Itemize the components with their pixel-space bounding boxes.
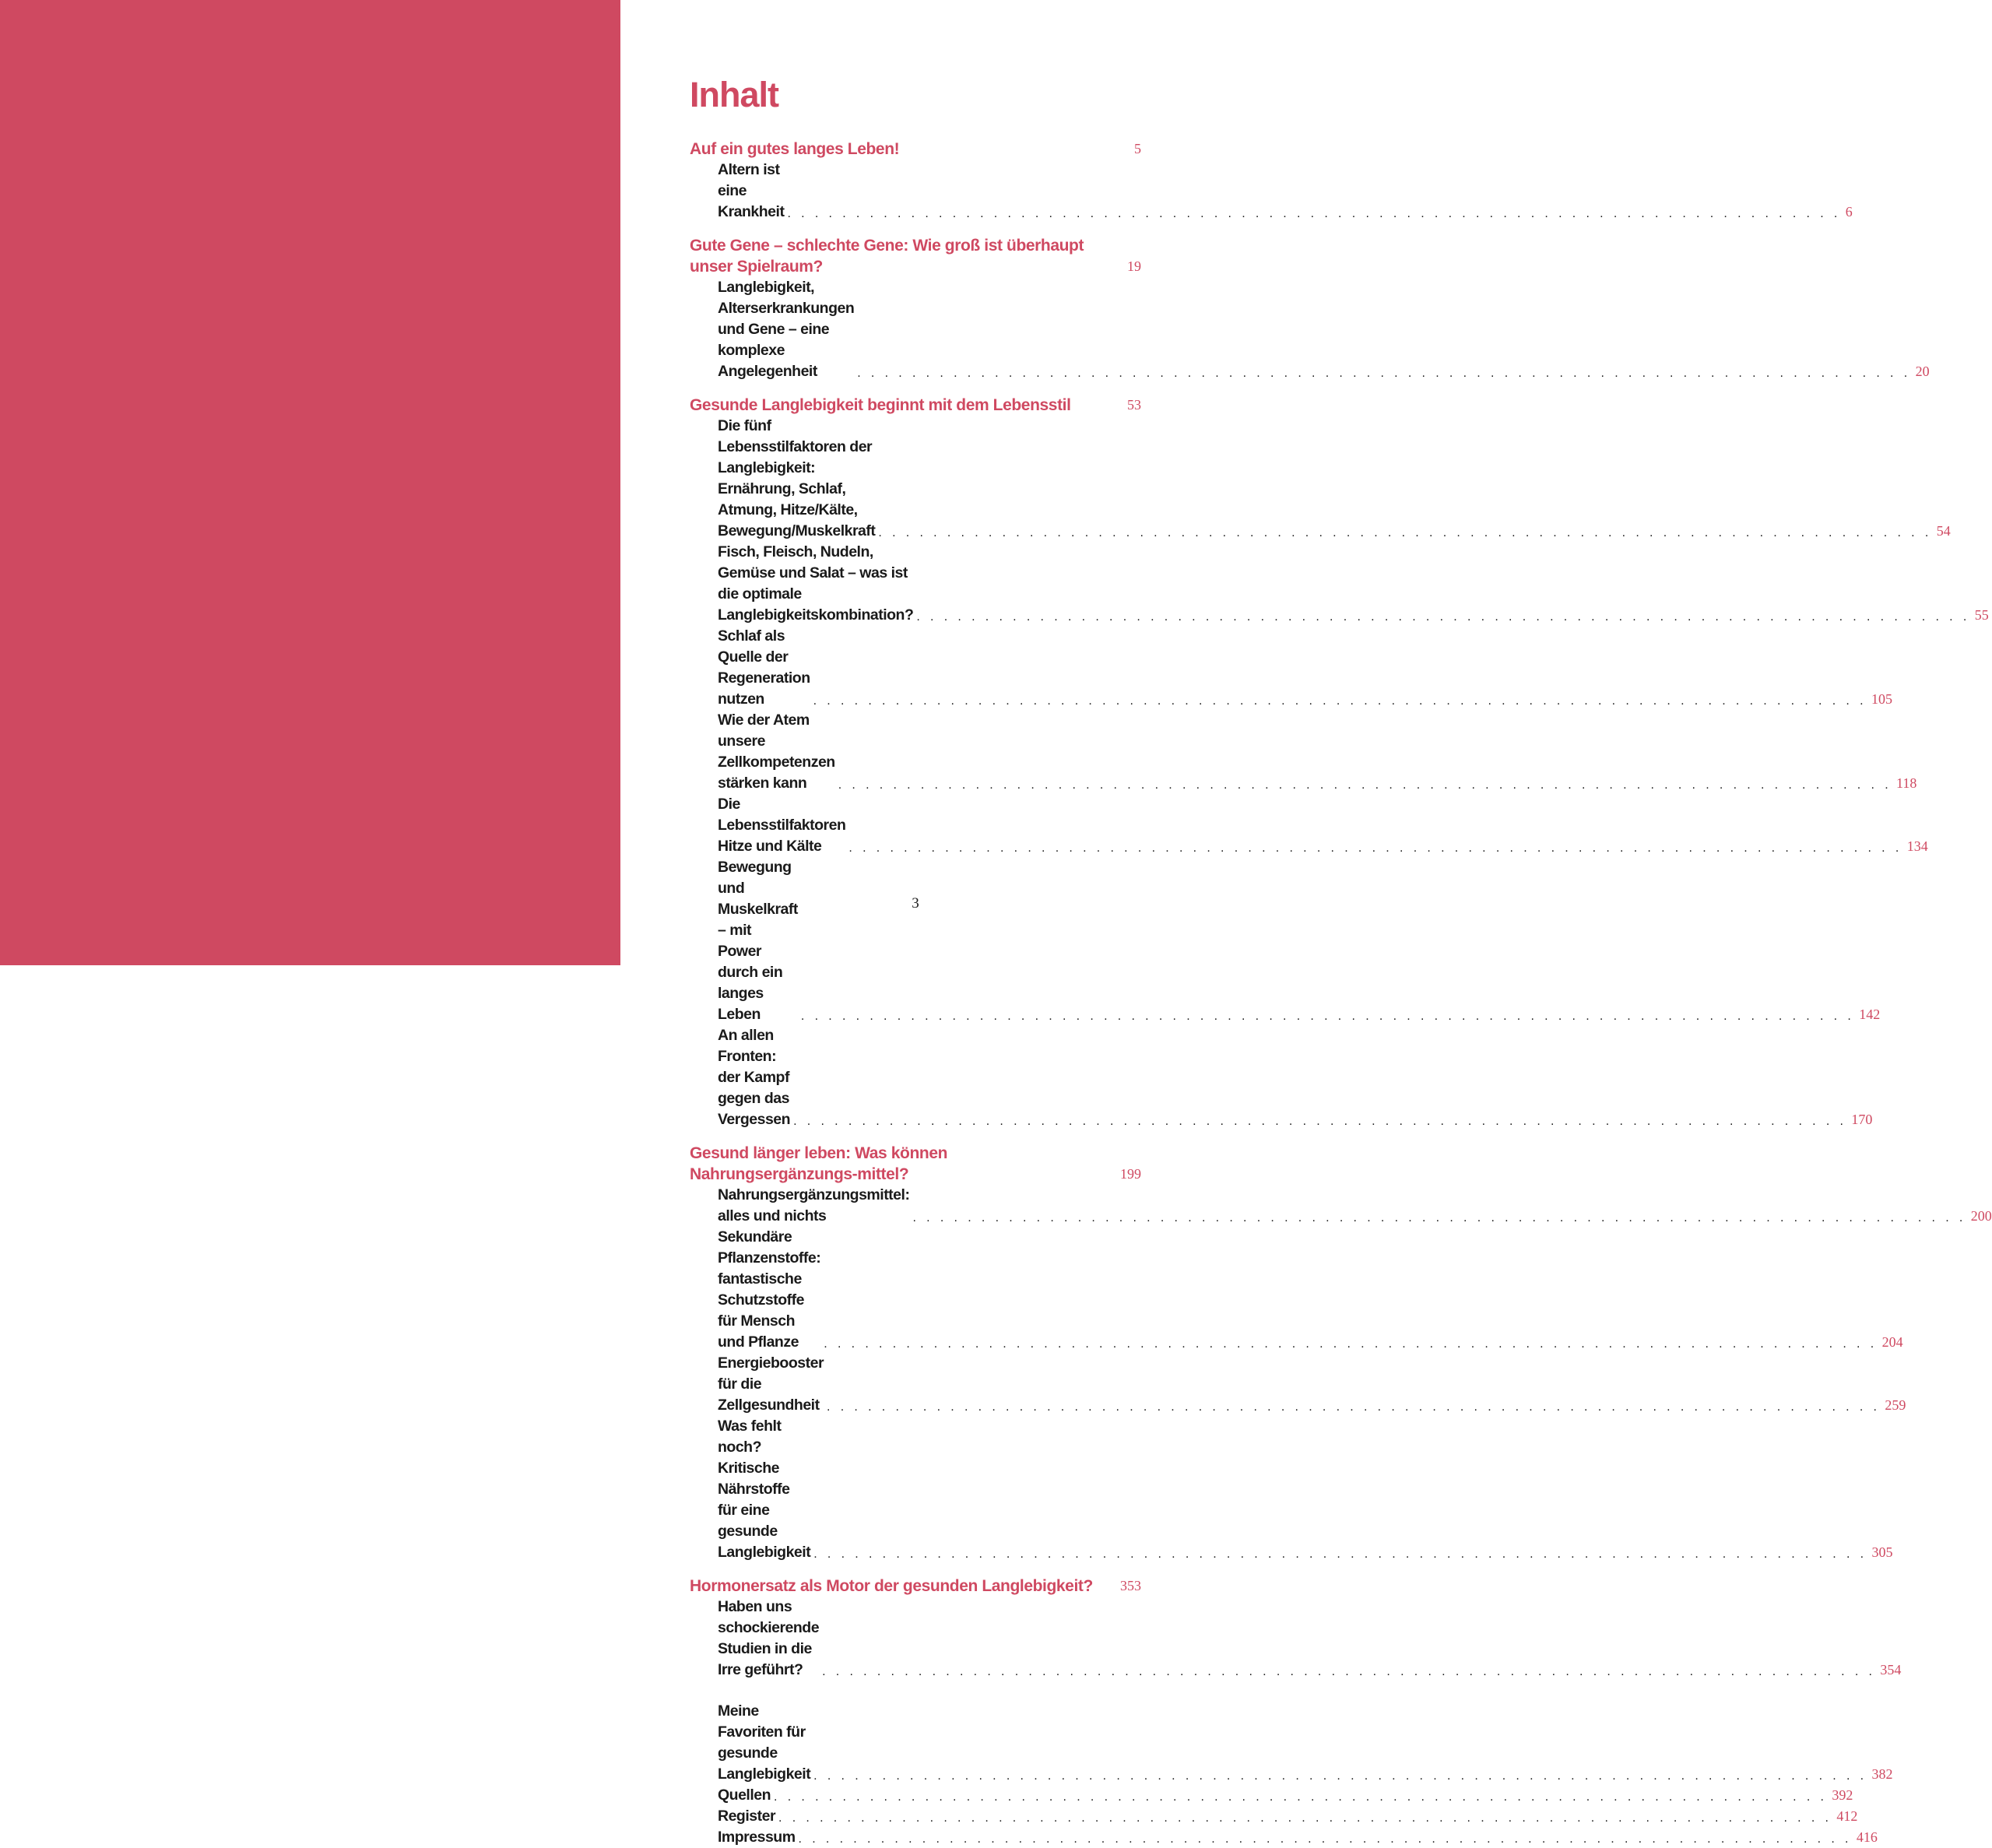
dot-leader: . . . . . . . . . . . . . . . . . . . . . . . . . . . . . . . . . . . . . . . . . . . . . . . . . . . . . . . . . . . . . . . . . . . . . . . . . . . . . — [774, 1790, 1828, 1804]
entry-page-number: 134 — [1906, 838, 1928, 854]
appendix-entry[interactable] — [718, 1701, 1893, 1785]
page-number: 3 — [912, 895, 919, 912]
toc-entry[interactable] — [718, 160, 1853, 223]
toc-entry[interactable] — [718, 277, 1930, 382]
entry-page-number: 412 — [1836, 1808, 1858, 1824]
entry-page-number: 142 — [1859, 1007, 1881, 1022]
dot-leader: . . . . . . . . . . . . . . . . . . . . . . . . . . . . . . . . . . . . . . . . . . . . . . . . . . . . . . . . . . . . . . . . . . . . . . . . . . . . . — [813, 694, 1867, 708]
toc-appendix — [690, 1701, 1893, 1848]
entry-title: Wie der Atem unsere Zellkompetenzen stärken kann — [718, 711, 835, 792]
toc-entry[interactable] — [718, 857, 1881, 1025]
entry-title: Die fünf Lebensstilfaktoren der Langlebigkeit: Ernährung, Schlaf, Atmung, Hitze/Kälte, Bewegung/Muskelkraft — [718, 417, 876, 539]
appendix-entry[interactable] — [718, 1806, 1858, 1827]
chapter-page-number: 199 — [1120, 1166, 1141, 1182]
entry-title: Schlaf als Quelle der Regeneration nutzen — [718, 627, 810, 708]
toc-entry[interactable] — [718, 1185, 1992, 1227]
entry-title: Energiebooster für die Zellgesundheit — [718, 1354, 824, 1414]
entry-page-number: 382 — [1871, 1766, 1893, 1782]
chapter-title: Hormonersatz als Motor der gesunden Langlebigkeit? — [690, 1577, 1093, 1595]
dot-leader: . . . . . . . . . . . . . . . . . . . . . . . . . . . . . . . . . . . . . . . . . . . . . . . . . . . . . . . . . . . . . . . . . . . . . . . . . . . . . — [827, 1400, 1881, 1414]
entry-page-number: 200 — [1970, 1208, 1992, 1224]
chapter-page-number: 19 — [1127, 258, 1141, 274]
dot-leader: . . . . . . . . . . . . . . . . . . . . . . . . . . . . . . . . . . . . . . . . . . . . . . . . . . . . . . . . . . . . . . . . . . . . . . . . . . . . . — [778, 1811, 1832, 1825]
dot-leader: . . . . . . . . . . . . . . . . . . . . . . . . . . . . . . . . . . . . . . . . . . . . . . . . . . . . . . . . . . . . . . . . . . . . . . . . . . . . . — [916, 610, 1970, 624]
dot-leader: . . . . . . . . . . . . . . . . . . . . . . . . . . . . . . . . . . . . . . . . . . . . . . . . . . . . . . . . . . . . . . . . . . . . . . . . . . . . . — [800, 1010, 1855, 1023]
toc-chapter — [690, 139, 1853, 223]
chapter-page-number: 5 — [1134, 141, 1141, 156]
chapter-title: Gesunde Langlebigkeit beginnt mit dem Lebensstil — [690, 396, 1071, 414]
toc-entry[interactable] — [718, 1597, 1902, 1681]
dot-leader: . . . . . . . . . . . . . . . . . . . . . . . . . . . . . . . . . . . . . . . . . . . . . . . . . . . . . . . . . . . . . . . . . . . . . . . . . . . . . — [787, 207, 1841, 220]
chapter-title: Gesund länger leben: Was können Nahrungsergänzungs-mittel? — [690, 1144, 948, 1183]
entry-title: Was fehlt noch? Kritische Nährstoffe für eine gesunde Langlebigkeit — [718, 1418, 811, 1561]
entry-page-number: 354 — [1880, 1662, 1902, 1678]
entry-title: Impressum — [718, 1829, 796, 1846]
entry-page-number: 105 — [1871, 691, 1892, 707]
entry-title: Die Lebensstilfaktoren Hitze und Kälte — [718, 796, 846, 855]
dot-leader: . . . . . . . . . . . . . . . . . . . . . . . . . . . . . . . . . . . . . . . . . . . . . . . . . . . . . . . . . . . . . . . . . . . . . . . . . . . . . — [824, 1337, 1878, 1351]
toc-chapter — [690, 395, 1989, 1130]
entry-page-number: 416 — [1856, 1829, 1878, 1845]
toc-entry[interactable] — [718, 710, 1917, 794]
entry-title: Sekundäre Pflanzenstoffe: fantastische Schutzstoffe für Mensch und Pflanze — [718, 1228, 821, 1351]
entry-page-number: 259 — [1885, 1397, 1906, 1413]
toc-page — [690, 0, 1992, 1846]
entry-page-number: 20 — [1915, 364, 1930, 379]
entry-title: Register — [718, 1808, 776, 1825]
toc-entry[interactable] — [718, 794, 1928, 857]
dot-leader: . . . . . . . . . . . . . . . . . . . . . . . . . . . . . . . . . . . . . . . . . . . . . . . . . . . . . . . . . . . . . . . . . . . . . . . . . . . . . — [822, 1665, 1876, 1678]
entry-title: Meine Favoriten für gesunde Langlebigkeit — [718, 1702, 811, 1783]
dot-leader: . . . . . . . . . . . . . . . . . . . . . . . . . . . . . . . . . . . . . . . . . . . . . . . . . . . . . . . . . . . . . . . . . . . . . . . . . . . . . — [798, 1832, 1852, 1846]
toc-entry[interactable] — [718, 1025, 1873, 1130]
entry-page-number: 54 — [1936, 523, 1951, 539]
toc-entry[interactable] — [718, 1416, 1893, 1563]
entry-page-number: 118 — [1896, 775, 1917, 791]
entry-title: Nahrungsergänzungsmittel: alles und nichts — [718, 1186, 910, 1224]
chapter-heading[interactable] — [690, 139, 1141, 160]
entry-title: Langlebigkeit, Alterserkrankungen und Gene – eine komplexe Angelegenheit — [718, 279, 855, 380]
toc-entry[interactable] — [718, 626, 1892, 710]
entry-title: Fisch, Fleisch, Nudeln, Gemüse und Salat – was ist die optimale Langlebigkeitskombination? — [718, 543, 914, 624]
chapter-heading[interactable] — [690, 395, 1141, 416]
dot-leader: . . . . . . . . . . . . . . . . . . . . . . . . . . . . . . . . . . . . . . . . . . . . . . . . . . . . . . . . . . . . . . . . . . . . . . . . . . . . . — [878, 526, 1932, 539]
entry-page-number: 392 — [1832, 1787, 1853, 1803]
dot-leader: . . . . . . . . . . . . . . . . . . . . . . . . . . . . . . . . . . . . . . . . . . . . . . . . . . . . . . . . . . . . . . . . . . . . . . . . . . . . . — [838, 778, 1892, 792]
entry-page-number: 55 — [1974, 607, 1989, 623]
entry-page-number: 170 — [1851, 1112, 1873, 1127]
appendix-entry[interactable] — [718, 1827, 1878, 1848]
toc-chapter — [690, 235, 1930, 382]
table-of-contents — [690, 139, 1992, 1848]
chapter-heading[interactable] — [690, 235, 1141, 277]
dot-leader: . . . . . . . . . . . . . . . . . . . . . . . . . . . . . . . . . . . . . . . . . . . . . . . . . . . . . . . . . . . . . . . . . . . . . . . . . . . . . — [813, 1769, 1867, 1783]
chapter-title: Gute Gene – schlechte Gene: Wie groß ist überhaupt unser Spielraum? — [690, 237, 1084, 276]
dot-leader: . . . . . . . . . . . . . . . . . . . . . . . . . . . . . . . . . . . . . . . . . . . . . . . . . . . . . . . . . . . . . . . . . . . . . . . . . . . . . — [813, 1548, 1867, 1561]
chapter-heading[interactable] — [690, 1576, 1141, 1597]
entry-title: Bewegung und Muskelkraft – mit Power durch ein langes Leben — [718, 859, 798, 1023]
toc-chapter — [690, 1576, 1902, 1681]
toc-chapter — [690, 1143, 1992, 1563]
toc-entry[interactable] — [718, 542, 1989, 626]
dot-leader: . . . . . . . . . . . . . . . . . . . . . . . . . . . . . . . . . . . . . . . . . . . . . . . . . . . . . . . . . . . . . . . . . . . . . . . . . . . . . — [848, 841, 1902, 855]
dot-leader: . . . . . . . . . . . . . . . . . . . . . . . . . . . . . . . . . . . . . . . . . . . . . . . . . . . . . . . . . . . . . . . . . . . . . . . . . . . . . — [793, 1115, 1847, 1128]
entry-page-number: 204 — [1881, 1334, 1903, 1350]
chapter-title: Auf ein gutes langes Leben! — [690, 140, 900, 158]
entry-page-number: 6 — [1845, 204, 1853, 220]
toc-entry[interactable] — [718, 1353, 1906, 1416]
dot-leader: . . . . . . . . . . . . . . . . . . . . . . . . . . . . . . . . . . . . . . . . . . . . . . . . . . . . . . . . . . . . . . . . . . . . . . . . . . . . . — [857, 367, 1911, 380]
toc-entry[interactable] — [718, 1227, 1903, 1353]
chapter-heading[interactable] — [690, 1143, 1141, 1185]
page-title: Inhalt — [690, 75, 778, 114]
appendix-entry[interactable] — [718, 1785, 1853, 1806]
left-color-panel — [0, 0, 620, 965]
entry-title: An allen Fronten: der Kampf gegen das Vergessen — [718, 1027, 791, 1128]
chapter-page-number: 53 — [1127, 397, 1141, 413]
dot-leader: . . . . . . . . . . . . . . . . . . . . . . . . . . . . . . . . . . . . . . . . . . . . . . . . . . . . . . . . . . . . . . . . . . . . . . . . . . . . . — [912, 1211, 1966, 1224]
entry-page-number: 305 — [1871, 1544, 1893, 1560]
toc-entry[interactable] — [718, 416, 1951, 542]
entry-title: Haben uns schockierende Studien in die Irre geführt? — [718, 1598, 820, 1678]
chapter-page-number: 353 — [1120, 1578, 1141, 1593]
entry-title: Altern ist eine Krankheit — [718, 161, 785, 220]
entry-title: Quellen — [718, 1787, 771, 1804]
